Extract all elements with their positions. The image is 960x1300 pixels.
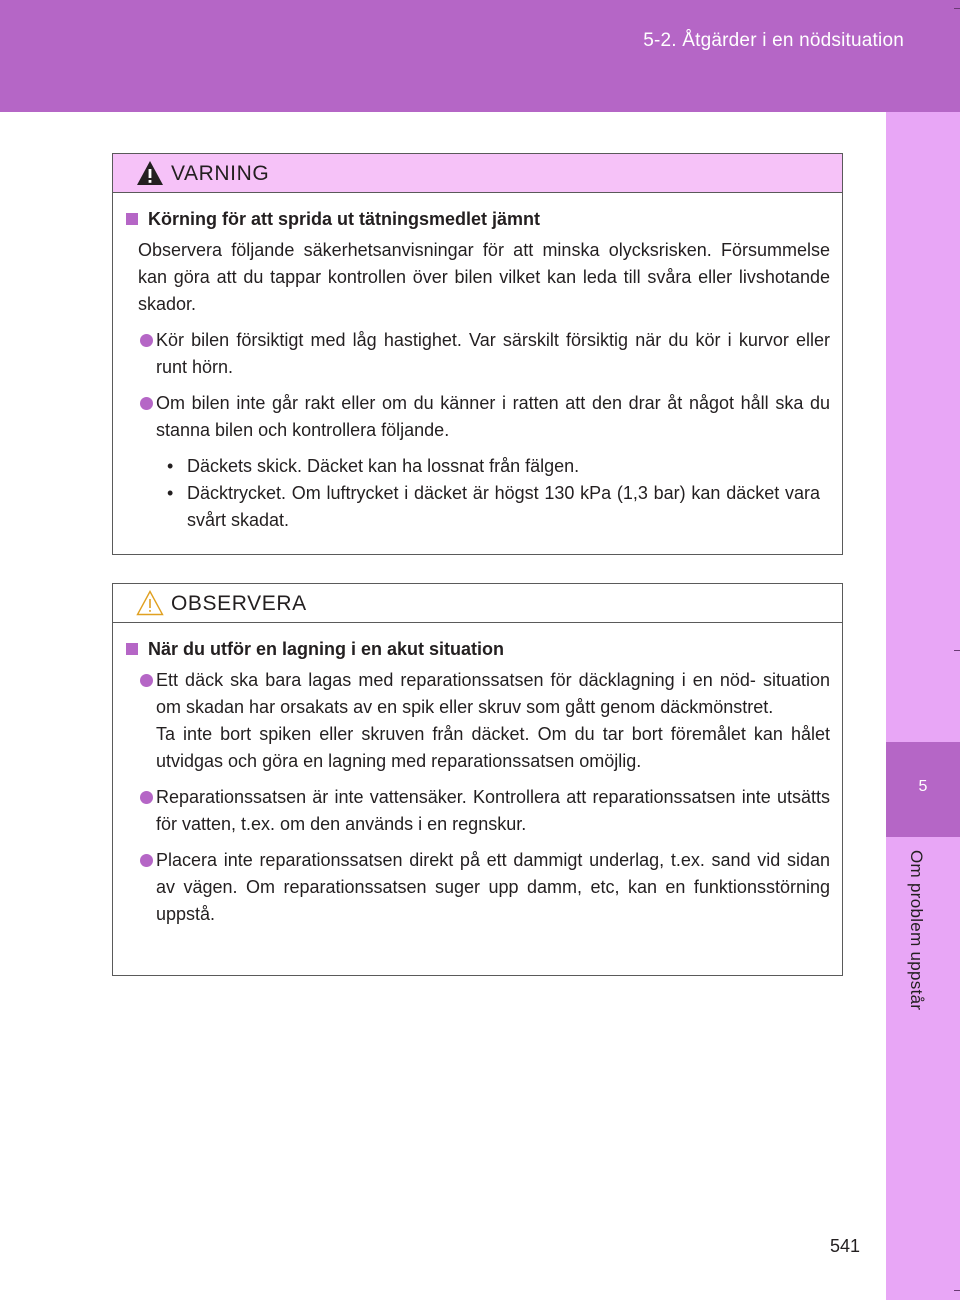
edge-tick: [954, 8, 960, 9]
caution-label: OBSERVERA: [171, 592, 307, 615]
page-number: 541: [830, 1236, 861, 1256]
sub-bullet-icon: •: [167, 483, 174, 503]
warning-intro: Observera följande säkerhetsanvisningar för att minska olycksrisken. Försummelse kan göra att du tappar kontrollen över bilen vilket kan leda till svåra eller livshotande skador.: [138, 240, 830, 314]
caution-bullet: [125, 784, 830, 838]
warning-heading: [125, 205, 830, 233]
sub-bullet-icon: •: [167, 456, 174, 476]
section-title: 5-2. Åtgärder i en nödsituation: [643, 30, 904, 51]
warning-subitem: [125, 480, 830, 534]
warning-label: VARNING: [171, 162, 270, 185]
bullet-dot-icon: [140, 397, 153, 410]
bullet-dot-icon: [140, 674, 153, 687]
caution-heading: [125, 635, 830, 663]
bullet-dot-icon: [140, 334, 153, 347]
warning-subitem: [125, 453, 830, 480]
caution-bullet-extra: Ta inte bort spiken eller skruven från däcket. Om du tar bort föremålet kan hålet utvidgas och göra en lagning med reparationssatsen omöjlig.: [156, 724, 830, 771]
caution-bullet: [125, 667, 830, 775]
warning-subitem-text: Däckets skick. Däcket kan ha lossnat från fälgen.: [187, 456, 580, 476]
caution-panel: [112, 583, 843, 976]
chapter-number: 5: [918, 778, 928, 795]
edge-tick: [954, 1290, 960, 1291]
edge-tick: [954, 650, 960, 651]
caution-bullet-text: Ett däck ska bara lagas med reparationssatsen för däcklagning i en nöd- situation om skadan har orsakats av en spik eller skruv som gått genom däckmönstret.: [156, 670, 830, 717]
caution-header: [113, 584, 842, 623]
chapter-side-tab: [886, 112, 960, 1300]
bullet-dot-icon: [140, 791, 153, 804]
caution-bullet-text: Reparationssatsen är inte vattensäker. Kontrollera att reparationssatsen inte utsätts för vatten, t.ex. om den används i en regnskur.: [156, 787, 830, 834]
warning-header: [113, 154, 842, 193]
warning-panel: [112, 153, 843, 555]
warning-bullet: [125, 327, 830, 381]
warning-bullet-text: Om bilen inte går rakt eller om du känner i ratten att den drar åt något håll ska du stanna bilen och kontrollera följande.: [156, 393, 830, 440]
warning-bullet-text: Kör bilen försiktigt med låg hastighet. Var särskilt försiktig när du kör i kurvor eller runt hörn.: [156, 330, 830, 377]
heading-square-icon: [126, 213, 138, 225]
heading-square-icon: [126, 643, 138, 655]
header-band: [0, 0, 960, 112]
bullet-dot-icon: [140, 854, 153, 867]
warning-heading-text: Körning för att sprida ut tätningsmedlet jämnt: [148, 209, 541, 229]
caution-triangle-icon: [136, 590, 164, 616]
caution-bullet-text: Placera inte reparationssatsen direkt på ett dammigt underlag, t.ex. sand vid sidan av vägen. Om reparationssatsen suger upp damm, etc, kan en funktionsstörning uppstå.: [156, 850, 830, 924]
warning-bullet: [125, 390, 830, 444]
warning-subitem-text: Däcktrycket. Om luftrycket i däcket är högst 130 kPa (1,3 bar) kan däcket vara svårt skadat.: [187, 483, 820, 530]
chapter-title: Om problem uppstår: [907, 850, 926, 1011]
warning-triangle-icon: [136, 160, 164, 186]
caution-heading-text: När du utför en lagning i en akut situation: [148, 639, 505, 659]
caution-bullet: [125, 847, 830, 928]
